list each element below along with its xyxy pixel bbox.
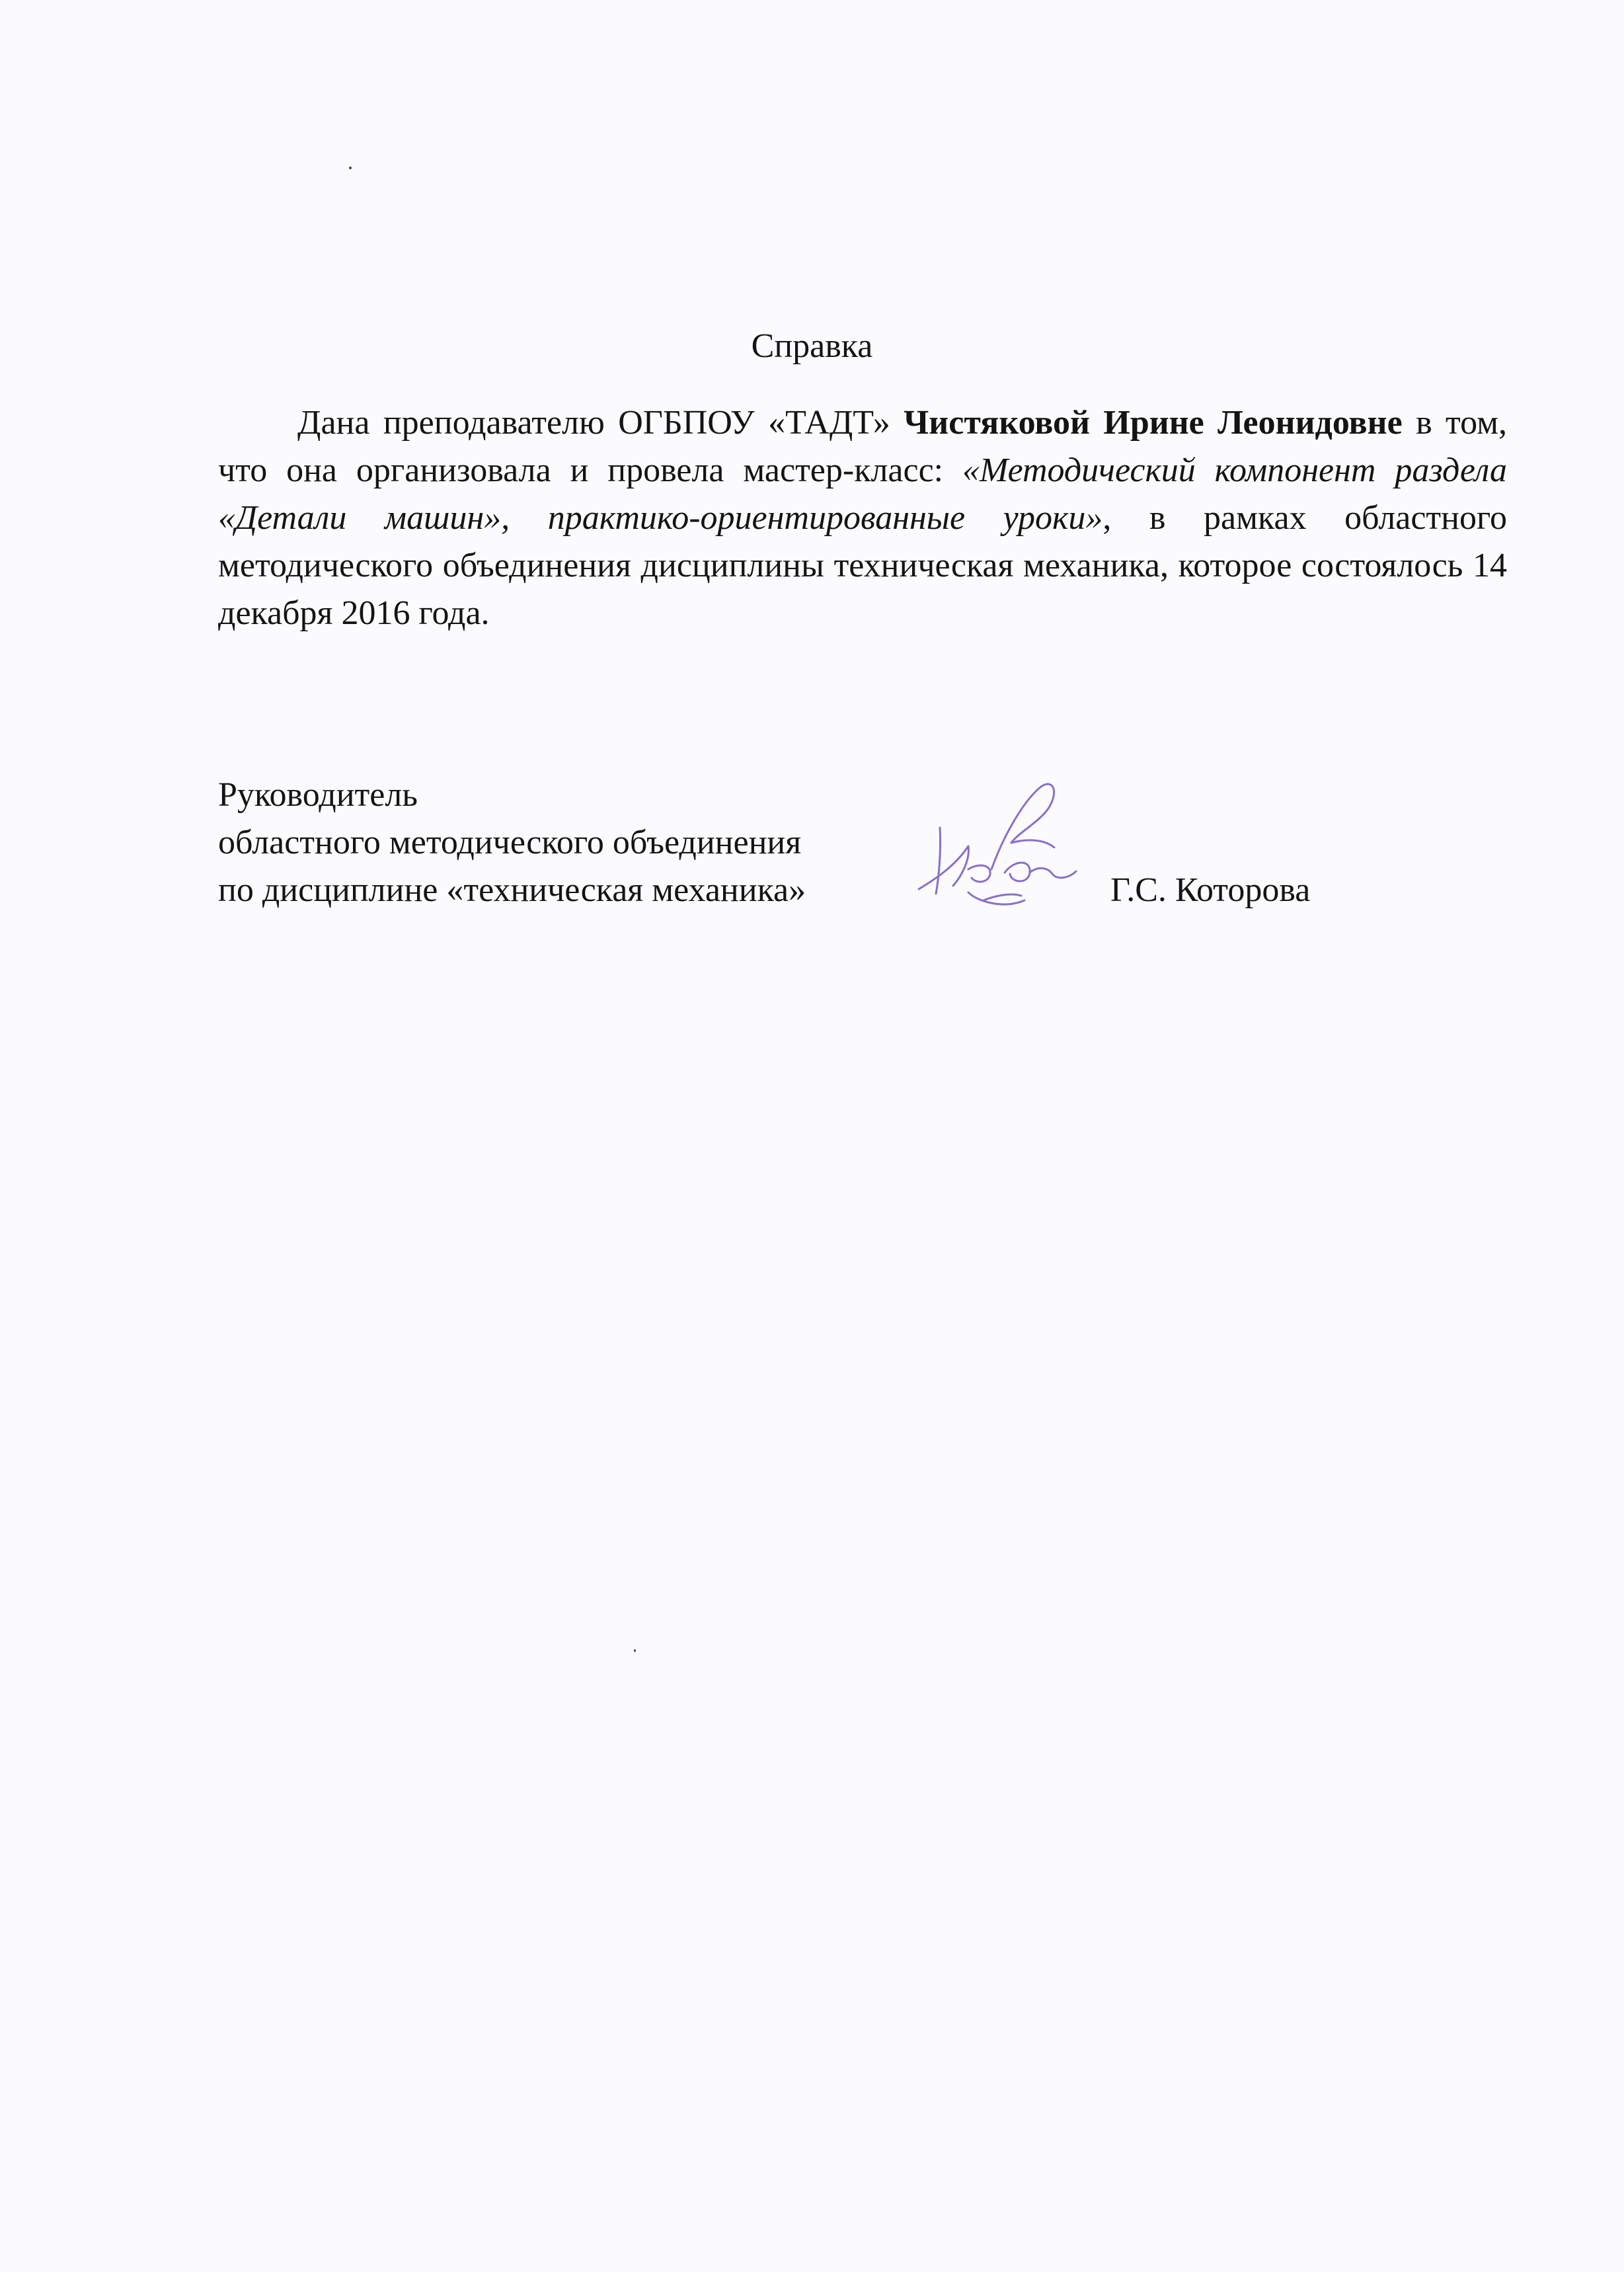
certificate-paragraph [218, 399, 1507, 637]
paragraph-part-3: , в рамках областного методического объединения дисциплины техническая механика, которое состоялось 14 декабря 2016 года. [218, 499, 1508, 632]
signer-position-line-2: областного методического объединения [218, 824, 802, 861]
recipient-name: Чистяковой Ирине Леонидовне [904, 404, 1403, 442]
scan-speck [634, 1649, 636, 1652]
document-title: Справка [751, 327, 873, 365]
signer-position-line-1: Руководитель [218, 776, 418, 814]
paragraph-part-1: Дана преподавателю ОГБПОУ «ТАДТ» [297, 404, 904, 442]
paragraph-part-2: в том, что она организовала и провела мастер-класс: [218, 404, 1507, 489]
scan-speck [349, 167, 352, 169]
masterclass-topic: «Методический компонент раздела «Детали машин», практико-ориентированные уроки» [218, 451, 1507, 537]
signature-block [218, 771, 806, 914]
signer-position-line-3: по дисциплине «техническая механика» [218, 871, 806, 909]
handwritten-signature-icon [906, 760, 1104, 919]
signer-name: Г.С. Которова [1110, 871, 1311, 909]
